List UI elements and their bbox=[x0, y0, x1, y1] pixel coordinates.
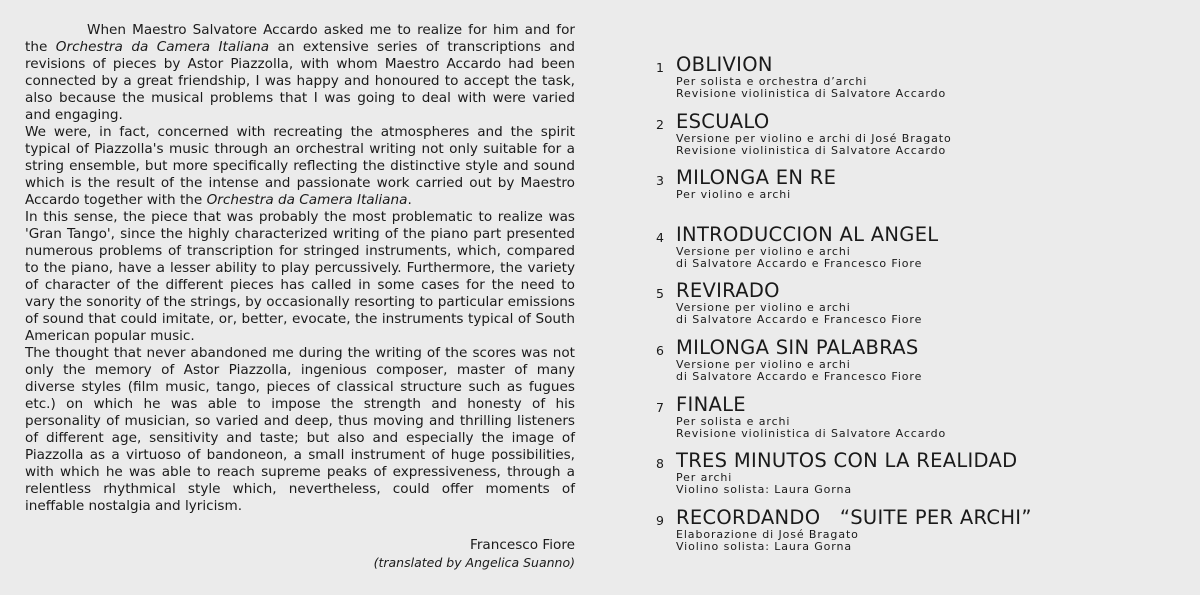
track-credit-line: Per solista e archi bbox=[676, 414, 791, 428]
track-item bbox=[656, 394, 1186, 451]
track-title: OBLIVION bbox=[676, 53, 773, 76]
track-credit-line: Per solista e orchestra d’archi bbox=[676, 75, 868, 88]
track-title: FINALE bbox=[676, 392, 746, 416]
track-number: 4 bbox=[656, 229, 664, 245]
paragraph-text: an extensive series of transcriptions and revisions of pieces by Astor Piazzolla, with whom Maestro Accardo had been connected by a great friendship, I was happy and honoured to accept the task, also because the musical problems that I was going to deal with were varied and engaging. bbox=[25, 39, 576, 123]
track-number: 7 bbox=[656, 399, 664, 415]
track-credit-line: Revisione violinistica di Salvatore Accardo bbox=[676, 143, 947, 157]
essay-paragraph bbox=[25, 345, 575, 515]
track-title: MILONGA SIN PALABRAS bbox=[676, 335, 919, 359]
track-number: 5 bbox=[656, 286, 664, 302]
track-item bbox=[656, 54, 1186, 111]
track-number: 8 bbox=[656, 456, 664, 472]
essay-paragraph bbox=[25, 209, 575, 345]
track-title: RECORDANDO “SUITE PER ARCHI” bbox=[676, 505, 1032, 529]
track-credit-line: Per archi bbox=[676, 471, 733, 485]
track-credit-line: Violino solista: Laura Gorna bbox=[676, 539, 853, 553]
track-number: 2 bbox=[656, 116, 664, 132]
italic-text: Orchestra da Camera Italiana bbox=[206, 192, 408, 208]
track-item bbox=[656, 450, 1186, 507]
signature-block bbox=[374, 537, 575, 571]
track-item bbox=[656, 507, 1186, 564]
essay-body bbox=[25, 22, 575, 515]
track-item bbox=[656, 224, 1186, 281]
track-number: 3 bbox=[656, 173, 664, 189]
track-credit-line: Elaborazione di José Bragato bbox=[676, 527, 859, 541]
essay-column bbox=[25, 22, 575, 515]
track-credit-line: Revisione violinistica di Salvatore Accardo bbox=[676, 426, 947, 440]
translation-credit: (translated by Angelica Suanno) bbox=[373, 555, 575, 570]
essay-paragraph bbox=[25, 124, 575, 209]
track-title: TRES MINUTOS CON LA REALIDAD bbox=[676, 449, 1018, 473]
track-item bbox=[656, 111, 1186, 168]
track-list bbox=[656, 54, 1186, 563]
track-title: INTRODUCCION AL ANGEL bbox=[676, 222, 939, 246]
paragraph-text: In this sense, the piece that was probably the most problematic to realize was 'Gran Tango', since the highly characterized writing of the piano part presented numerous problems of transcription for stringed instruments, which, compared to the piano, have a lesser ability to play percussively. Furthermore, the variety of character of the different pieces has called in some cases for the need to vary the sonority of the strings, by occasionally resorting to particular emissions of sound that could imitate, or, better, evocate, the instruments typical of South American popular music. bbox=[25, 209, 575, 344]
track-credit-line: Versione per violino e archi di José Bragato bbox=[676, 131, 952, 145]
track-credit-line: Revisione violinistica di Salvatore Accardo bbox=[676, 87, 947, 100]
paragraph-text: . bbox=[407, 192, 412, 208]
track-credit-line: Versione per violino e archi bbox=[676, 301, 851, 315]
track-credit-line: di Salvatore Accardo e Francesco Fiore bbox=[676, 369, 923, 383]
track-title: ESCUALO bbox=[676, 109, 770, 133]
track-credit-line: Versione per violino e archi bbox=[676, 244, 851, 258]
track-number: 9 bbox=[656, 512, 664, 528]
track-item bbox=[656, 337, 1186, 394]
track-item bbox=[656, 280, 1186, 337]
paragraph-text: When Maestro Salvatore Accardo asked me to realize for him and for the bbox=[25, 22, 575, 55]
track-number: 6 bbox=[656, 342, 664, 358]
track-credit-line: di Salvatore Accardo e Francesco Fiore bbox=[676, 313, 923, 327]
track-item bbox=[656, 167, 1186, 224]
track-credit-line: Per violino e archi bbox=[676, 188, 792, 202]
track-title: MILONGA EN RE bbox=[676, 166, 837, 190]
track-credit-line: Violino solista: Laura Gorna bbox=[676, 483, 853, 497]
paragraph-text: We were, in fact, concerned with recreating the atmospheres and the spirit typical of Piazzolla's music through an orchestral writing not only suitable for a string ensemble, but more specifically reflecting the distinctive style and sound which is the result of the intense and passionate work carried out by Maestro Accardo together with the bbox=[25, 124, 575, 208]
paragraph-text: The thought that never abandoned me during the writing of the scores was not only the memory of Astor Piazzolla, ingenious composer, master of many diverse styles (film music, tango, pieces of classical structure such as fugues etc.) on which he was able to impose the strength and honesty of his personality of musician, so varied and deep, thus moving and thrilling listeners of different age, sensitivity and taste; but also and especially the image of Piazzolla as a virtuoso of bandoneon, a small instrument of huge possibilities, with which he was able to reach supreme peaks of expressiveness, through a relentless rhythmical style which, nevertheless, could offer moments of ineffable nostalgia and lyricism. bbox=[25, 345, 575, 514]
author-name: Francesco Fiore bbox=[470, 537, 575, 553]
track-number: 1 bbox=[656, 60, 664, 75]
essay-paragraph bbox=[25, 22, 575, 124]
track-credit-line: Versione per violino e archi bbox=[676, 357, 851, 371]
track-credit-line: di Salvatore Accardo e Francesco Fiore bbox=[676, 256, 923, 270]
italic-text: Orchestra da Camera Italiana bbox=[55, 39, 270, 55]
track-title: REVIRADO bbox=[676, 279, 780, 303]
